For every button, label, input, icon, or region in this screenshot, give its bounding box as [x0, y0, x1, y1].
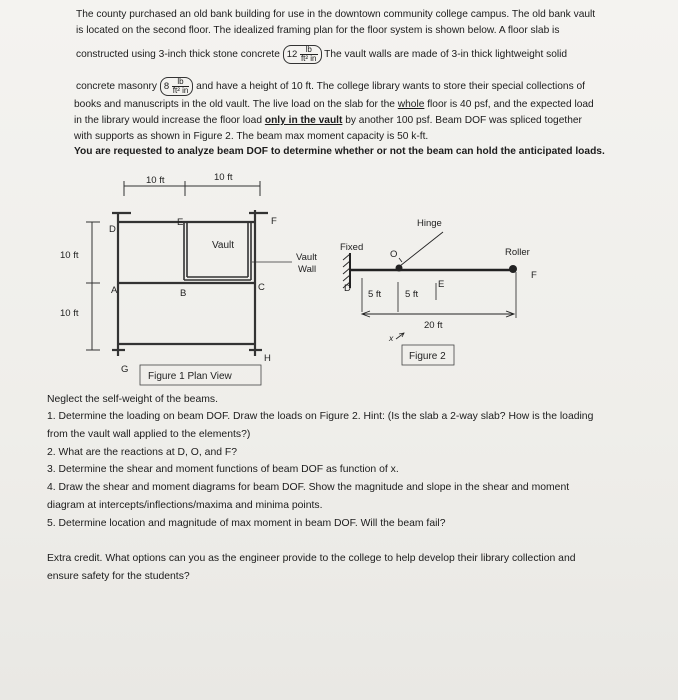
- intro-line-8: You are requested to analyze beam DOF to determine whether or not the beam can hold the anticipated loads.: [74, 146, 605, 157]
- intro-line-1: The county purchased an old bank building for use in the downtown community college campus. The old bank vault: [76, 9, 596, 20]
- intro-line-6-underlined: only in the vault: [264, 115, 343, 126]
- intro-line-5-a: books and manuscripts in the old vault. The live load on the slab for the: [74, 99, 398, 110]
- dim-left-top: 10 ft: [60, 250, 79, 261]
- question-1b: from the vault wall applied to the elements?): [47, 429, 251, 440]
- figure-2-labels: [340, 218, 537, 343]
- slab-unit-numerator: lb: [300, 46, 318, 55]
- intro-line-2: is located on the second floor. The idealized framing plan for the floor system is shown below. A floor slab is: [76, 25, 560, 36]
- hinge-symbol: [396, 265, 403, 272]
- hatch-line: [343, 254, 350, 260]
- question-5: 5. Determine location and magnitude of max moment in beam DOF. Will the beam fail?: [47, 518, 446, 529]
- label-D-fig2: D: [344, 283, 351, 294]
- O-leader: [399, 258, 402, 262]
- dim-left-bottom: 10 ft: [60, 308, 79, 319]
- extra-credit-1: Extra credit. What options can you as the engineer provide to the college to help develop their library collection and: [47, 553, 576, 564]
- label-x: x: [389, 333, 394, 343]
- dim-20ft: 20 ft: [424, 320, 443, 331]
- label-F: F: [271, 216, 277, 227]
- roller-label: Roller: [505, 247, 530, 258]
- hinge-leader: [400, 232, 443, 266]
- label-O: O: [390, 249, 398, 260]
- slab-weight-value: 12: [286, 49, 298, 61]
- label-E: E: [177, 217, 184, 228]
- intro-line-5-b: floor is 40 psf, and the expected load: [424, 99, 594, 110]
- label-A: A: [111, 285, 118, 296]
- label-D: D: [109, 224, 116, 235]
- fixed-label: Fixed: [340, 242, 364, 253]
- question-4b: diagram at intercepts/inflections/maxima and minima points.: [47, 500, 323, 511]
- intro-line-6-b: by another 100 psf. Beam DOF was spliced together: [342, 115, 582, 126]
- intro-line-4-tail: and have a height of 10 ft. The college library wants to store their special collections of: [196, 81, 586, 93]
- roller-symbol: [509, 265, 517, 273]
- frame-beams: [112, 210, 268, 356]
- intro-line-7: with supports as shown in Figure 2. The beam max moment capacity is 50 k-ft.: [74, 131, 429, 142]
- intro-line-4-text: concrete masonry: [76, 81, 157, 93]
- label-C: C: [258, 282, 265, 293]
- figure-2-caption: Figure 2: [409, 351, 446, 362]
- dim-5ft-a: 5 ft: [368, 289, 382, 300]
- intro-line-3-tail: The vault walls are made of 3-in thick lightweight solid: [324, 49, 568, 61]
- label-E-fig2: E: [438, 279, 445, 290]
- vault-wall: [184, 222, 251, 280]
- neglect-line: Neglect the self-weight of the beams.: [47, 394, 218, 405]
- masonry-unit-denominator: ft² in: [172, 86, 189, 95]
- question-1a: 1. Determine the loading on beam DOF. Draw the loads on Figure 2. Hint: (Is the slab a 2-way slab? How is the loading: [47, 411, 594, 422]
- intro-line-5-underlined: whole: [397, 99, 425, 110]
- intro-line-3-text: constructed using 3-inch thick stone concrete: [76, 49, 280, 61]
- dim-top-right: 10 ft: [214, 172, 233, 183]
- question-2: 2. What are the reactions at D, O, and F?: [47, 447, 238, 458]
- figure-1-caption: Figure 1 Plan View: [148, 371, 232, 382]
- vault-label: Vault: [212, 240, 235, 251]
- question-4a: 4. Draw the shear and moment diagrams for beam DOF. Show the magnitude and slope in the shear and moment: [47, 482, 570, 493]
- vault-wall-label-1: Vault: [296, 252, 317, 263]
- question-3: 3. Determine the shear and moment functions of beam DOF as function of x.: [47, 464, 399, 475]
- hinge-label: Hinge: [417, 218, 442, 229]
- masonry-weight-value: 8: [163, 81, 170, 93]
- label-F-fig2: F: [531, 270, 537, 281]
- hatch-line: [343, 268, 350, 274]
- slab-unit-denominator: ft² in: [300, 54, 317, 63]
- vault-wall-label-2: Wall: [298, 264, 317, 275]
- dim-top-left: 10 ft: [146, 175, 165, 186]
- masonry-unit-numerator: lb: [172, 78, 190, 87]
- hatch-line: [343, 261, 350, 267]
- figure-1-plan-view: [86, 181, 292, 356]
- label-B: B: [180, 288, 187, 299]
- hatch-line: [343, 275, 350, 281]
- dim-5ft-b: 5 ft: [405, 289, 419, 300]
- extra-credit-2: ensure safety for the students?: [47, 571, 190, 582]
- label-H: H: [264, 353, 271, 364]
- label-G: G: [121, 364, 129, 375]
- intro-line-6-a: in the library would increase the floor load: [74, 115, 265, 126]
